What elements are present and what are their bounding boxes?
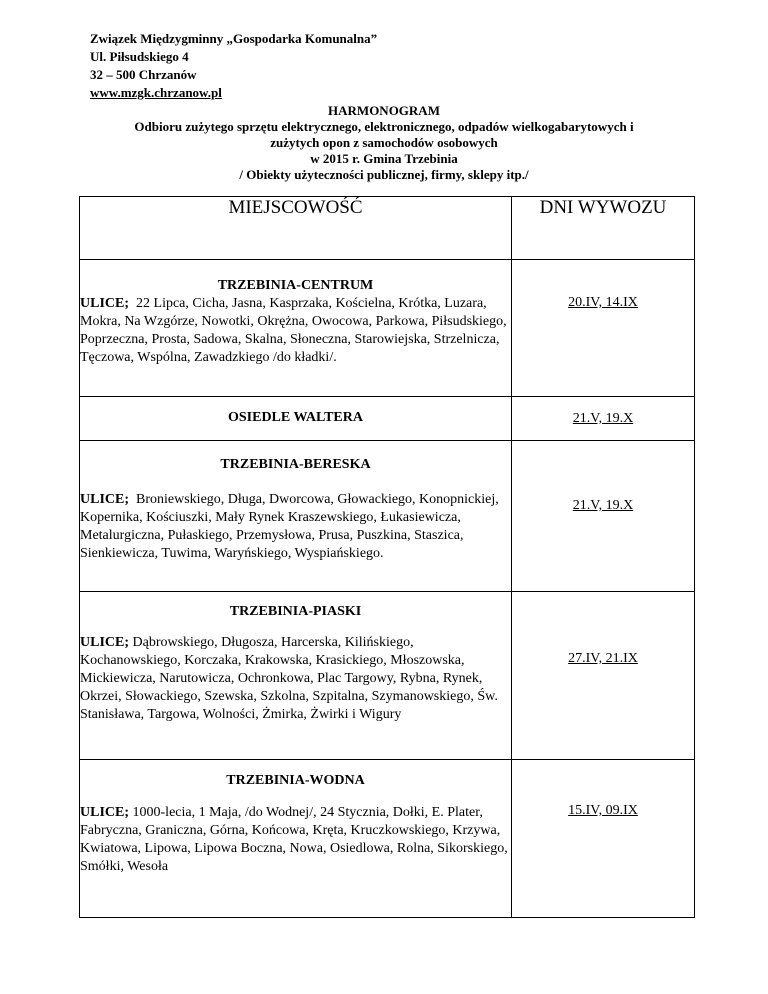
- table-row: [80, 260, 695, 397]
- dates-cell: [512, 260, 695, 397]
- document-subtitle-line-2: zużytych opon z samochodów osobowych: [270, 135, 498, 150]
- pickup-dates: 27.IV, 21.IX: [568, 651, 638, 666]
- location-name: TRZEBINIA-BERESKA: [220, 457, 371, 472]
- streets-label: ULICE;: [80, 296, 130, 311]
- dates-cell: [512, 592, 695, 760]
- document-subtitle-line-1: Odbioru zużytego sprzętu elektrycznego, elektronicznego, odpadów wielkogabarytowych i: [134, 119, 634, 134]
- pickup-dates: 21.V, 19.X: [572, 411, 634, 426]
- schedule-table: [79, 196, 695, 918]
- streets-label: ULICE;: [80, 805, 130, 820]
- streets-label: ULICE;: [80, 635, 130, 650]
- dates-cell: [512, 760, 695, 918]
- organization-website-link[interactable]: www.mzgk.chrzanow.pl: [90, 85, 222, 100]
- location-streets: [80, 295, 511, 367]
- streets-list: Dąbrowskiego, Długosza, Harcerska, Kilińskiego, Kochanowskiego, Korczaka, Krakowska, Krasickiego, Młoszowska, Mickiewicza, Narutowicza, Ochronkowa, Plac Targowy, Rybna, Rynek, Okrzei, Słowackiego, Szewska, Szkolna, Szpitalna, Szymanowskiego, Św. Stanisława, Targowa, Wolności, Żmirka, Żwirki i Wigury: [80, 635, 498, 722]
- streets-list: 22 Lipca, Cicha, Jasna, Kasprzaka, Kościelna, Krótka, Luzara, Mokra, Na Wzgórze, Nowotki, Okrężna, Owocowa, Parkowa, Piłsudskiego, Poprzeczna, Prosta, Sadowa, Skalna, Słoneczna, Starowiejska, Strzelnicza, Tęczowa, Wspólna, Zawadzkiego /do kładki/.: [80, 296, 507, 365]
- location-name: TRZEBINIA-CENTRUM: [217, 278, 374, 293]
- pickup-dates: 21.V, 19.X: [572, 498, 634, 513]
- location-cell: [80, 260, 512, 397]
- location-cell: [80, 592, 512, 760]
- streets-list: Broniewskiego, Długa, Dworcowa, Głowackiego, Konopnickiej, Kopernika, Kościuszki, Mały Rynek Kraszewskiego, Łukasiewicza, Metalurgiczna, Pułaskiego, Przemysłowa, Prusa, Puszkina, Staszica, Sienkiewicza, Tuwima, Waryńskiego, Wyspiańskiego.: [80, 492, 499, 561]
- table-row: [80, 760, 695, 918]
- table-row: [80, 441, 695, 592]
- location-cell: [80, 397, 512, 441]
- location-cell: [80, 441, 512, 592]
- organization-city: 32 – 500 Chrzanów: [90, 67, 197, 82]
- column-header-dates: DNI WYWOZU: [512, 197, 695, 260]
- organization-street: Ul. Piłsudskiego 4: [90, 49, 189, 64]
- dates-cell: [512, 441, 695, 592]
- location-cell: [80, 760, 512, 918]
- document-subtitle-line-3: w 2015 r. Gmina Trzebinia: [310, 151, 458, 166]
- location-name: TRZEBINIA-PIASKI: [229, 604, 362, 619]
- organization-name: Związek Międzygminny „Gospodarka Komunalna”: [90, 31, 378, 46]
- location-name: OSIEDLE WALTERA: [227, 410, 363, 425]
- document-title: HARMONOGRAM: [328, 103, 440, 118]
- location-streets: [80, 634, 511, 724]
- document-subtitle-line-4: / Obiekty użyteczności publicznej, firmy, sklepy itp./: [239, 167, 529, 182]
- location-name: TRZEBINIA-WODNA: [226, 773, 365, 788]
- pickup-dates: 15.IV, 09.IX: [568, 803, 638, 818]
- table-header-row: [80, 197, 695, 260]
- document-heading: [0, 103, 768, 183]
- table-row: [80, 397, 695, 441]
- organization-header: [90, 30, 377, 102]
- dates-cell: [512, 397, 695, 441]
- streets-label: ULICE;: [80, 492, 130, 507]
- streets-list: 1000-lecia, 1 Maja, /do Wodnej/, 24 Stycznia, Dołki, E. Plater, Fabryczna, Graniczna, Górna, Końcowa, Kręta, Kruczkowskiego, Krzywa, Kwiatowa, Lipowa, Lipowa Boczna, Nowa, Osiedlowa, Rolna, Sikorskiego, Smółki, Wesoła: [80, 805, 508, 874]
- column-header-location: MIEJSCOWOŚĆ: [80, 197, 512, 260]
- location-streets: [80, 491, 511, 563]
- table-row: [80, 592, 695, 760]
- location-streets: [80, 804, 511, 876]
- pickup-dates: 20.IV, 14.IX: [568, 295, 638, 310]
